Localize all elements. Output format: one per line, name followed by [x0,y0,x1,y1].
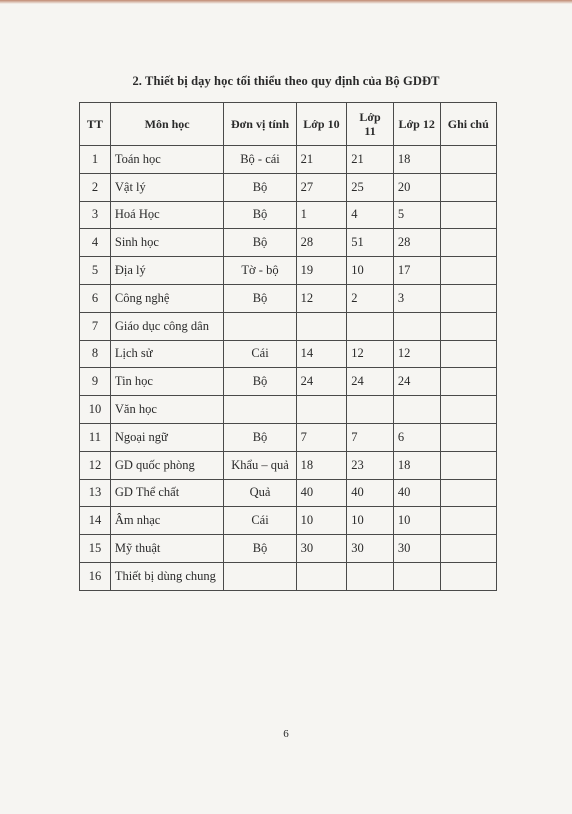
cell-subject: Giáo dục công dân [110,312,224,340]
cell-class10: 7 [296,423,347,451]
cell-subject: Công nghệ [110,284,224,312]
cell-class11: 24 [347,368,394,396]
cell-class10: 1 [296,201,347,229]
cell-class11: 21 [347,146,394,174]
header-class11 [347,103,394,146]
cell-subject: Sinh học [110,229,224,257]
cell-unit: Bộ [224,368,296,396]
cell-tt: 1 [80,146,111,174]
cell-class11: 40 [347,479,394,507]
cell-unit: Cái [224,507,296,535]
cell-class10 [296,396,347,424]
cell-note [440,284,496,312]
table-row [80,201,497,229]
cell-tt: 12 [80,451,111,479]
cell-class11: 30 [347,535,394,563]
cell-unit: Bộ - cái [224,146,296,174]
cell-class10: 30 [296,535,347,563]
cell-note [440,423,496,451]
cell-class12 [393,312,440,340]
cell-subject: Toán học [110,146,224,174]
table-row [80,173,497,201]
cell-unit: Khẩu – quả [224,451,296,479]
cell-class11: 2 [347,284,394,312]
cell-subject: GD Thể chất [110,479,224,507]
table-row [80,146,497,174]
cell-class10 [296,562,347,590]
table-row [80,284,497,312]
cell-tt: 16 [80,562,111,590]
cell-class11 [347,312,394,340]
cell-tt: 11 [80,423,111,451]
cell-class11: 23 [347,451,394,479]
cell-unit: Bộ [224,423,296,451]
cell-class10: 10 [296,507,347,535]
cell-class11: 4 [347,201,394,229]
equipment-table [79,102,497,591]
cell-class12 [393,396,440,424]
cell-tt: 3 [80,201,111,229]
table-row [80,368,497,396]
cell-note [440,201,496,229]
table-row [80,535,497,563]
cell-class12: 28 [393,229,440,257]
cell-subject: Địa lý [110,257,224,285]
cell-subject: Lịch sử [110,340,224,368]
header-class12: Lớp 12 [393,103,440,146]
cell-tt: 10 [80,396,111,424]
cell-note [440,535,496,563]
cell-class10: 27 [296,173,347,201]
cell-unit: Quả [224,479,296,507]
cell-tt: 8 [80,340,111,368]
cell-subject: GD quốc phòng [110,451,224,479]
cell-class10: 18 [296,451,347,479]
cell-note [440,479,496,507]
cell-class12: 40 [393,479,440,507]
cell-unit: Bộ [224,229,296,257]
section-heading: 2. Thiết bị dạy học tối thiểu theo quy định của Bộ GDĐT [132,74,440,88]
cell-unit: Bộ [224,173,296,201]
cell-unit: Bộ [224,284,296,312]
cell-unit [224,562,296,590]
table-row [80,396,497,424]
table-row [80,423,497,451]
cell-class11: 12 [347,340,394,368]
cell-unit: Cái [224,340,296,368]
cell-unit: Bộ [224,535,296,563]
cell-tt: 15 [80,535,111,563]
cell-class10: 12 [296,284,347,312]
cell-class12 [393,562,440,590]
cell-unit: Tờ - bộ [224,257,296,285]
cell-class12: 18 [393,451,440,479]
cell-class12: 6 [393,423,440,451]
cell-class12: 12 [393,340,440,368]
cell-class10: 24 [296,368,347,396]
header-tt: TT [80,103,111,146]
cell-class12: 17 [393,257,440,285]
cell-subject: Vật lý [110,173,224,201]
cell-note [440,368,496,396]
cell-subject: Thiết bị dùng chung [110,562,224,590]
table-row [80,340,497,368]
cell-tt: 5 [80,257,111,285]
cell-tt: 4 [80,229,111,257]
table-row [80,257,497,285]
cell-note [440,173,496,201]
cell-class12: 5 [393,201,440,229]
cell-tt: 14 [80,507,111,535]
cell-class10: 28 [296,229,347,257]
cell-note [440,257,496,285]
header-row [80,103,497,146]
table-header [80,103,497,146]
cell-subject: Tin học [110,368,224,396]
cell-class10: 40 [296,479,347,507]
cell-subject: Âm nhạc [110,507,224,535]
cell-class12: 20 [393,173,440,201]
table-row [80,479,497,507]
cell-class12: 18 [393,146,440,174]
table-row [80,507,497,535]
cell-tt: 6 [80,284,111,312]
cell-subject: Mỹ thuật [110,535,224,563]
header-unit: Đơn vị tính [224,103,296,146]
cell-class10: 21 [296,146,347,174]
cell-subject: Ngoại ngữ [110,423,224,451]
cell-class10 [296,312,347,340]
table-row [80,562,497,590]
cell-class12: 3 [393,284,440,312]
cell-subject: Văn học [110,396,224,424]
cell-note [440,396,496,424]
cell-class12: 10 [393,507,440,535]
cell-class12: 24 [393,368,440,396]
cell-tt: 7 [80,312,111,340]
cell-note [440,507,496,535]
page-top-edge [0,0,572,4]
header-class11-line2: 11 [364,124,376,138]
cell-tt: 9 [80,368,111,396]
cell-tt: 2 [80,173,111,201]
table-row [80,229,497,257]
cell-note [440,146,496,174]
cell-note [440,562,496,590]
cell-class10: 14 [296,340,347,368]
cell-unit [224,312,296,340]
cell-class11: 51 [347,229,394,257]
cell-class12: 30 [393,535,440,563]
cell-class11: 25 [347,173,394,201]
cell-note [440,229,496,257]
page-number: 6 [283,728,289,740]
cell-unit [224,396,296,424]
cell-class11 [347,396,394,424]
cell-note [440,312,496,340]
cell-class11: 10 [347,507,394,535]
cell-unit: Bộ [224,201,296,229]
cell-tt: 13 [80,479,111,507]
header-class10: Lớp 10 [296,103,347,146]
header-subject: Môn học [110,103,224,146]
table-row [80,451,497,479]
cell-class11: 7 [347,423,394,451]
cell-class11 [347,562,394,590]
cell-class11: 10 [347,257,394,285]
cell-class10: 19 [296,257,347,285]
cell-subject: Hoá Học [110,201,224,229]
table-row [80,312,497,340]
header-note: Ghi chú [440,103,496,146]
cell-note [440,340,496,368]
cell-note [440,451,496,479]
header-class11-line1: Lớp [359,110,381,124]
table-body [80,146,497,591]
